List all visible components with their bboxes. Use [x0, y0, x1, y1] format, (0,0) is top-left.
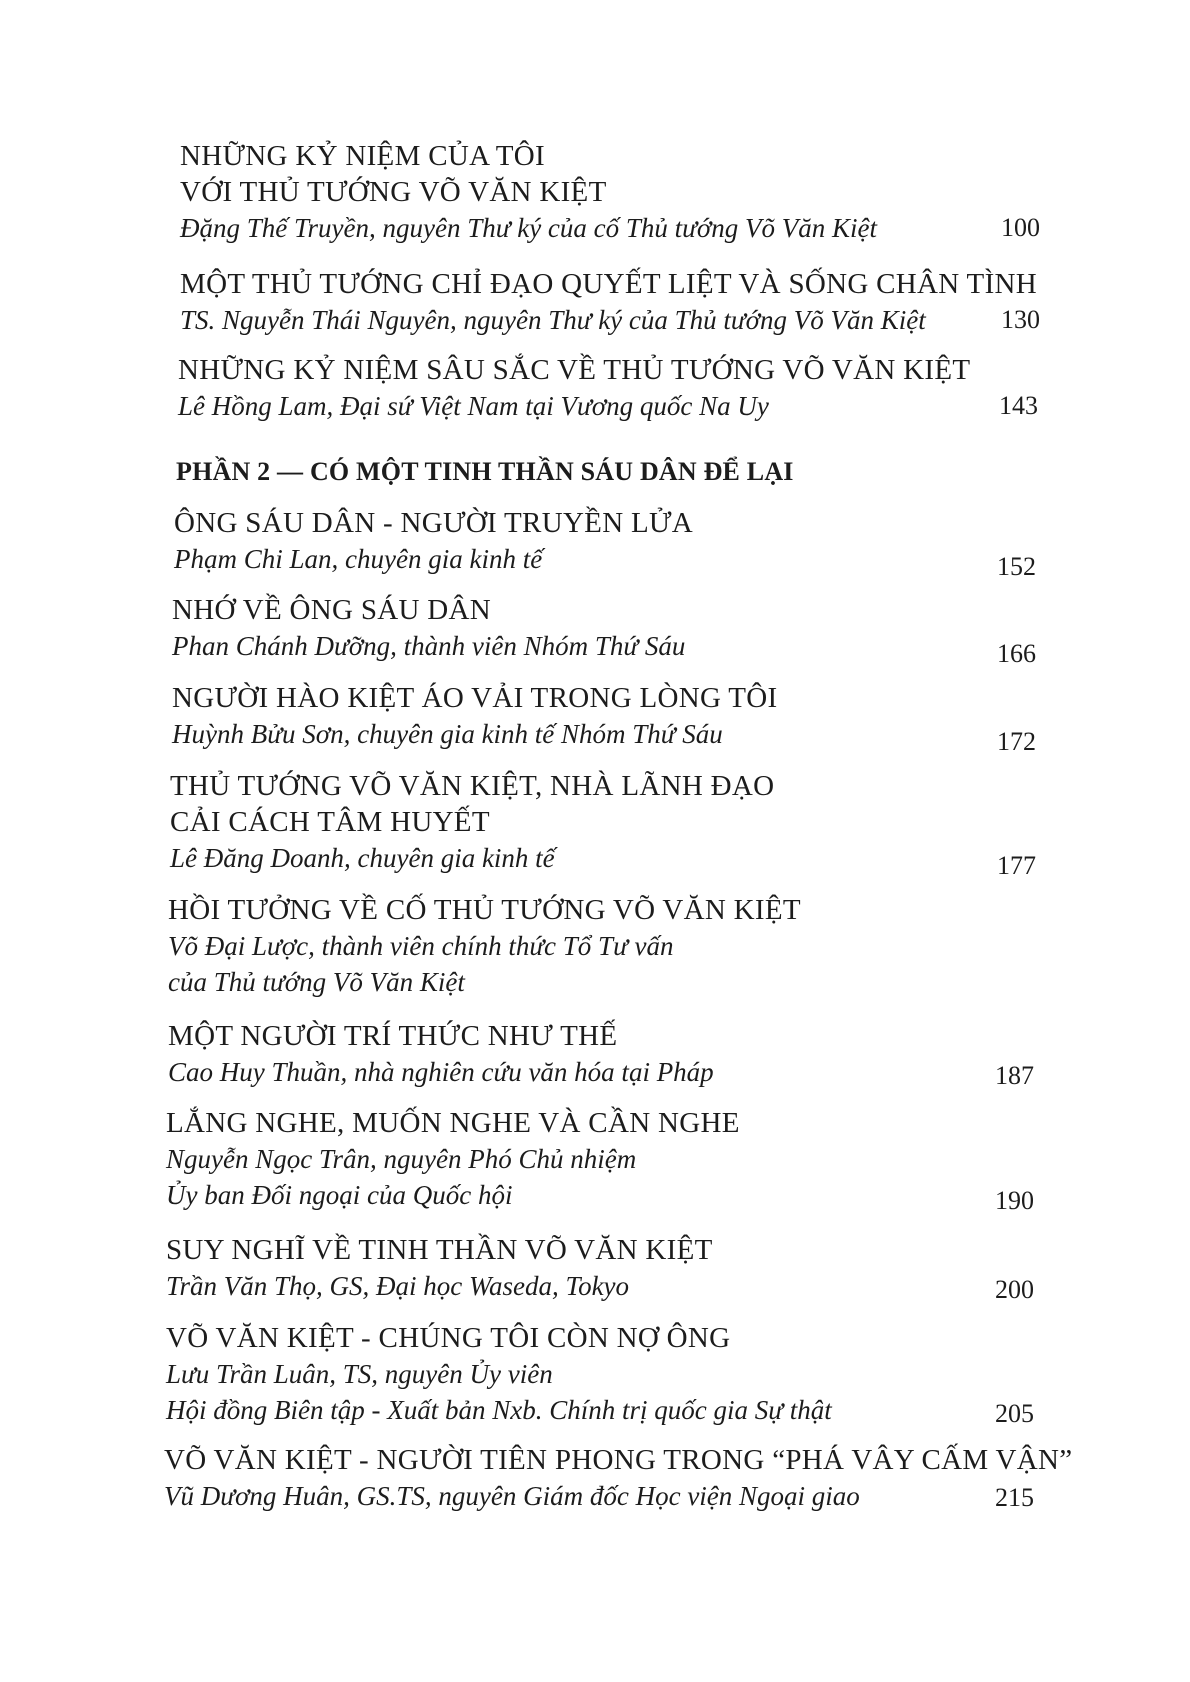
toc-entry [0, 138, 1190, 246]
entry-title: VỚI THỦ TƯỚNG VÕ VĂN KIỆT [180, 176, 607, 208]
toc-entry [0, 1105, 1190, 1213]
entry-author: của Thủ tướng Võ Văn Kiệt [168, 967, 465, 997]
entry-page-number: 166 [997, 639, 1036, 668]
entry-title: HỒI TƯỞNG VỀ CỐ THỦ TƯỚNG VÕ VĂN KIỆT [168, 894, 801, 926]
toc-entry [0, 1232, 1190, 1304]
entry-title: NHỮNG KỶ NIỆM CỦA TÔI [180, 140, 545, 172]
entry-page-number: 177 [997, 851, 1036, 880]
entry-page-number: 130 [1001, 305, 1040, 334]
toc-entry [0, 352, 1190, 424]
toc-entry [0, 1442, 1190, 1514]
entry-author: Lê Hồng Lam, Đại sứ Việt Nam tại Vương quốc Na Uy [178, 391, 769, 421]
entry-author: Phạm Chi Lan, chuyên gia kinh tế [174, 544, 543, 574]
entry-page-number: 152 [997, 552, 1036, 581]
entry-title: LẮNG NGHE, MUỐN NGHE VÀ CẦN NGHE [166, 1107, 740, 1139]
toc-entry [0, 1018, 1190, 1090]
entry-author: TS. Nguyễn Thái Nguyên, nguyên Thư ký của Thủ tướng Võ Văn Kiệt [180, 305, 926, 335]
entry-title: VÕ VĂN KIỆT - CHÚNG TÔI CÒN NỢ ÔNG [166, 1322, 731, 1354]
toc-entry [0, 266, 1190, 338]
entry-page-number: 100 [1001, 213, 1040, 242]
entry-title: SUY NGHĨ VỀ TINH THẦN VÕ VĂN KIỆT [166, 1234, 713, 1266]
entry-author: Huỳnh Bửu Sơn, chuyên gia kinh tế Nhóm Thứ Sáu [172, 719, 723, 749]
entry-page-number: 187 [995, 1061, 1034, 1090]
entry-author: Lê Đăng Doanh, chuyên gia kinh tế [170, 843, 555, 873]
entry-title: NHỚ VỀ ÔNG SÁU DÂN [172, 594, 492, 626]
toc-entry [0, 505, 1190, 581]
entry-title: MỘT NGƯỜI TRÍ THỨC NHƯ THẾ [168, 1020, 618, 1052]
entry-author: Phan Chánh Dưỡng, thành viên Nhóm Thứ Sáu [172, 631, 686, 661]
toc-entry [0, 1320, 1190, 1428]
entry-title: MỘT THỦ TƯỚNG CHỈ ĐẠO QUYẾT LIỆT VÀ SỐNG CHÂN TÌNH [180, 268, 1038, 300]
entry-title: VÕ VĂN KIỆT - NGƯỜI TIÊN PHONG TRONG “PHÁ VÂY CẤM VẬN” [164, 1444, 1073, 1476]
entry-author: Hội đồng Biên tập - Xuất bản Nxb. Chính trị quốc gia Sự thật [166, 1395, 832, 1425]
entry-page-number: 200 [995, 1275, 1034, 1304]
toc-entry [0, 592, 1190, 668]
section-heading: PHẦN 2 — CÓ MỘT TINH THẦN SÁU DÂN ĐỂ LẠI [176, 457, 794, 486]
entry-author: Lưu Trần Luân, TS, nguyên Ủy viên [166, 1359, 553, 1389]
entry-author: Nguyễn Ngọc Trân, nguyên Phó Chủ nhiệm [166, 1144, 637, 1174]
entry-author: Ủy ban Đối ngoại của Quốc hội [166, 1180, 513, 1210]
toc-entry [0, 680, 1190, 756]
entry-page-number: 172 [997, 727, 1036, 756]
entry-author: Trần Văn Thọ, GS, Đại học Waseda, Tokyo [166, 1271, 630, 1301]
entry-page-number: 205 [995, 1399, 1034, 1428]
entry-author: Cao Huy Thuần, nhà nghiên cứu văn hóa tại Pháp [168, 1057, 714, 1087]
entry-page-number: 190 [995, 1186, 1034, 1215]
entry-page-number: 143 [999, 391, 1038, 420]
entry-title: THỦ TƯỚNG VÕ VĂN KIỆT, NHÀ LÃNH ĐẠO [170, 770, 775, 802]
toc-entry [0, 892, 1190, 1000]
entry-author: Võ Đại Lược, thành viên chính thức Tổ Tư vấn [168, 931, 674, 961]
entry-title: NGƯỜI HÀO KIỆT ÁO VẢI TRONG LÒNG TÔI [172, 682, 778, 714]
entry-author: Đặng Thế Truyền, nguyên Thư ký của cố Thủ tướng Võ Văn Kiệt [180, 213, 878, 243]
toc-entry [0, 768, 1190, 880]
entry-title: NHỮNG KỶ NIỆM SÂU SẮC VỀ THỦ TƯỚNG VÕ VĂN KIỆT [178, 354, 971, 386]
entry-title: ÔNG SÁU DÂN - NGƯỜI TRUYỀN LỬA [174, 507, 694, 539]
entry-author: Vũ Dương Huân, GS.TS, nguyên Giám đốc Học viện Ngoại giao [164, 1481, 860, 1511]
entry-page-number: 215 [995, 1483, 1034, 1512]
entry-title: CẢI CÁCH TÂM HUYẾT [170, 806, 490, 838]
